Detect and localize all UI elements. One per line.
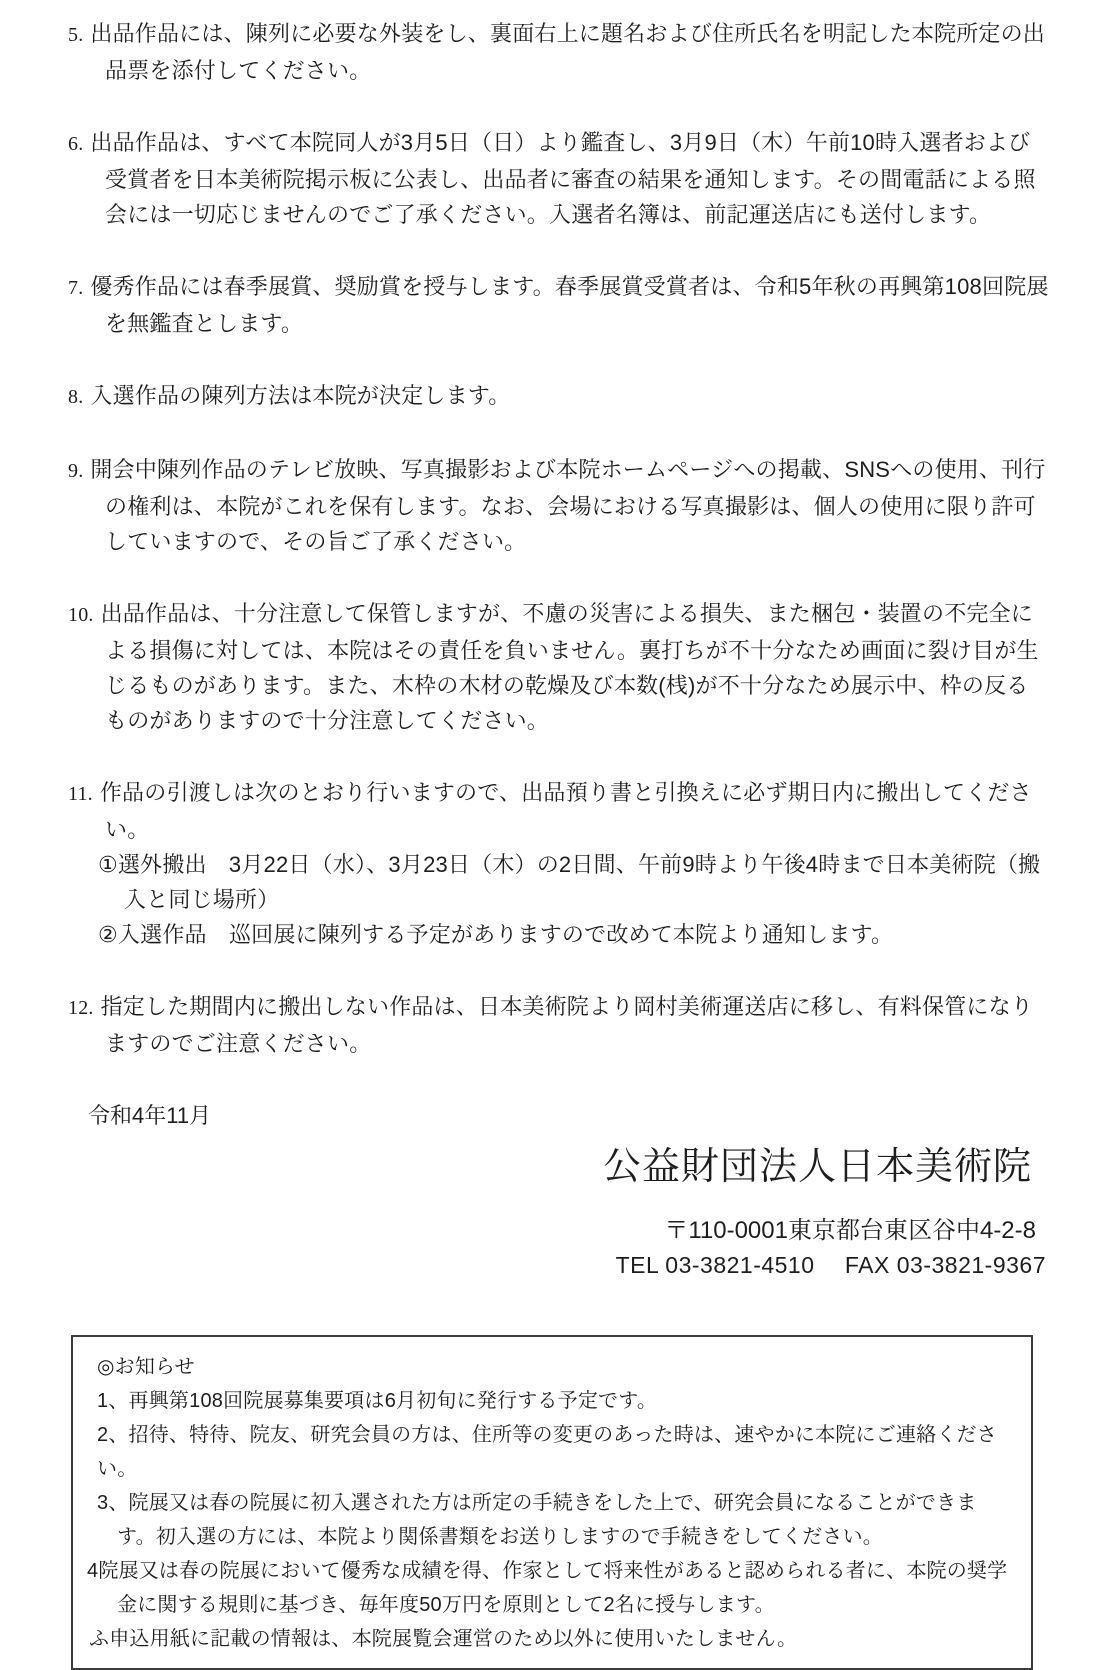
rule-text: 開会中陳列作品のテレビ放映、写真撮影および本院ホームページへの掲載、SNSへの使用、刊行の権利は、本院がこれを保有します。なお、会場における写真撮影は、個人の使用に限り許可していますので、その旨ご了承ください。: [90, 457, 1046, 554]
rule-item-6: [68, 125, 1050, 232]
rule-number: 6.: [68, 133, 84, 155]
notice-line: 3、院展又は春の院展に初入選された方は所定の手続きをした上で、研究会員になることができます。初入選の方には、本院より関係書類をお送りしますので手続きをしてください。: [97, 1492, 977, 1548]
rule-item-11: [68, 775, 1050, 952]
rule-number: 8.: [68, 386, 84, 408]
notice-title: ◎お知らせ: [97, 1356, 195, 1378]
rule-item-8: [68, 378, 1050, 415]
notice-line: ふ申込用紙に記載の情報は、本院展覧会運営のため以外に使用いたしません。: [89, 1628, 798, 1650]
notice-line: 2、招待、特待、院友、研究会員の方は、住所等の変更のあった時は、速やかに本院にご連絡ください。: [97, 1424, 997, 1480]
rule-number: 12.: [68, 997, 94, 1019]
rule-number: 5.: [68, 24, 84, 46]
organization-name: 公益財団法人日本美術院: [602, 1146, 1032, 1188]
rule-text: 出品作品は、すべて本院同人が3月5日（日）より鑑査し、3月9日（木）午前10時入選者および受賞者を日本美術院掲示板に公表し、出品者に審査の結果を通知します。その間電話による照会には一切応じませんのでご了承ください。入選者名簿は、前記運送店にも送付します。: [90, 130, 1036, 227]
rule-number: 7.: [68, 277, 84, 299]
tel-fax-line: TEL 03-3821-4510 FAX 03-3821-9367: [615, 1252, 1046, 1278]
rule-text: 出品作品には、陳列に必要な外装をし、裏面右上に題名および住所氏名を明記した本院所定の出品票を添付してください。: [90, 21, 1046, 83]
notice-line: 4院展又は春の院展において優秀な成績を得、作家として将来性があると認められる者に、本院の奨学金に関する規則に基づき、毎年度50万円を原則として2名に授与します。: [87, 1560, 1008, 1616]
signature-block: [68, 1143, 1046, 1283]
rule-text: 入選作品の陳列方法は本院が決定します。: [90, 383, 511, 408]
rule-text: 作品の引渡しは次のとおり行いますので、出品預り書と引換えに必ず期日内に搬出してください。: [99, 780, 1032, 842]
rule-number: 11.: [68, 783, 93, 805]
rule-item-9: [68, 452, 1050, 559]
rule-text: 出品作品は、十分注意して保管しますが、不慮の災害による損失、また梱包・装置の不完全による損傷に対しては、本院はその責任を負いません。裏打ちが不十分なため画面に裂け目が生じるものがあります。また、木枠の木材の乾燥及び本数(桟)が不十分なため展示中、枠の反るものがありますので十分注意してください。: [100, 601, 1039, 733]
postal-address: 〒110-0001東京都台東区谷中4-2-8: [664, 1217, 1036, 1244]
rule-number: 9.: [68, 460, 84, 482]
rule-subitem-1: ①選外搬出 3月22日（水）、3月23日（木）の2日間、午前9時より午後4時まで日本美術院（搬入と同じ場所）: [98, 852, 1041, 912]
rule-item-7: [68, 269, 1050, 341]
rule-item-5: [68, 16, 1050, 88]
notice-box: [71, 1335, 1033, 1670]
date-line: 令和4年11月: [88, 1103, 212, 1128]
notice-line: 1、再興第108回院展募集要項は6月初旬に発行する予定です。: [97, 1390, 658, 1412]
rule-text: 指定した期間内に搬出しない作品は、日本美術院より岡村美術運送店に移し、有料保管になりますのでご注意ください。: [100, 994, 1034, 1056]
rule-item-10: [68, 596, 1050, 738]
rule-number: 10.: [68, 604, 94, 626]
rules-list: [68, 16, 1050, 1061]
rule-item-12: [68, 989, 1050, 1061]
rule-subitem-2: ②入選作品 巡回展に陳列する予定がありますので改めて本院より通知します。: [98, 922, 894, 947]
rule-text: 優秀作品には春季展賞、奨励賞を授与します。春季展賞受賞者は、令和5年秋の再興第108回院展を無鑑査とします。: [90, 274, 1049, 336]
